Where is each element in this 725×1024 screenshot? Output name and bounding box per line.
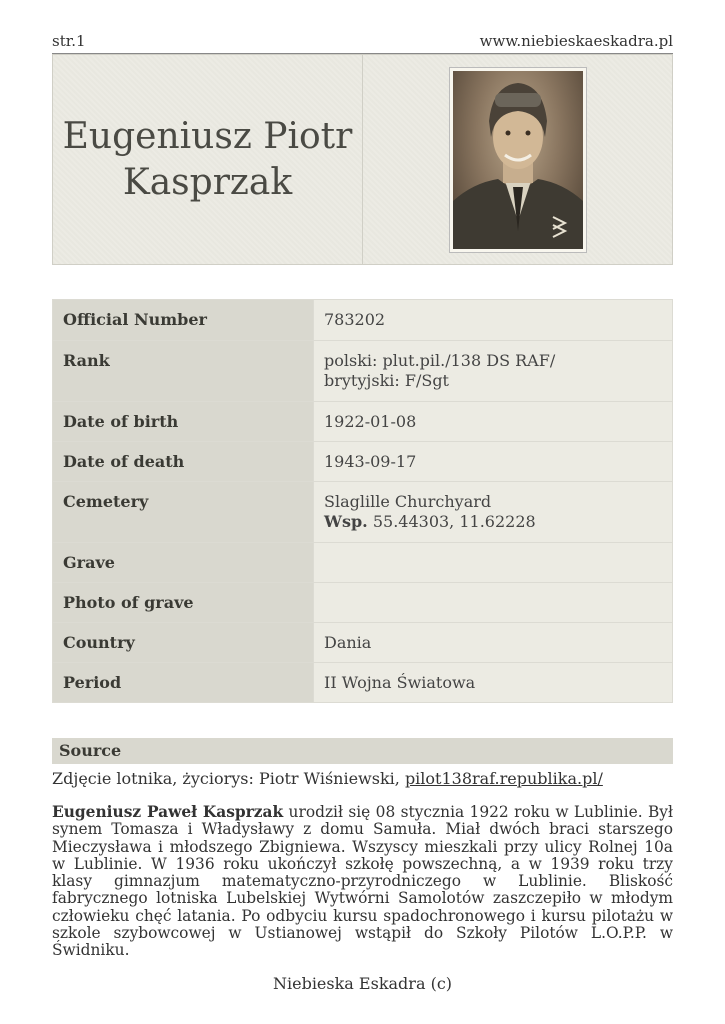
site-url: www.niebieskaeskadra.pl [479,32,673,50]
table-row [53,402,673,442]
name-cell [53,55,363,264]
table-row [53,442,673,482]
cemetery-name: Slaglille Churchyard [324,492,492,511]
bio-lead-name: Eugeniusz Paweł Kasprzak [52,803,284,821]
field-label: Grave [53,543,314,583]
field-label: Date of death [53,442,314,482]
field-label: Photo of grave [53,583,314,623]
field-value [314,482,673,543]
field-label: Period [53,663,314,703]
coordinates-label: Wsp. [324,512,368,531]
bio-text: urodził się 08 stycznia 1922 roku w Lublinie. Był synem Tomasza i Władysławy z domu Samuła. Miał dwóch braci starszego Mieczysława i młodszego Zbigniewa. Wszyscy mieszkali przy ulicy Rolnej 10a w Lublinie. W 1936 roku ukończył szkołę powszechną, a w 1939 roku trzy klasy gimnazjum matematyczno-przyrodniczego w Lublinie. Bliskość fabrycznego lotniska Lubelskiej Wytwórni Samolotów zaszczepiło w młodym człowieku chęć latania. Po odbyciu kursu spadochronowego i kursu pilotażu w szkole szybowcowej w Ustianowej wstąpił do Szkoły Pilotów L.O.P.P. w Świdniku. [52,803,673,960]
coordinates-value: 55.44303, 11.62228 [372,512,536,531]
table-row [53,583,673,623]
field-value: 1943-09-17 [314,442,673,482]
table-row [53,623,673,663]
service-record-table [52,299,673,703]
source-text: Zdjęcie lotnika, życiorys: Piotr Wiśniewski, [52,769,405,788]
table-row [53,663,673,703]
table-row [53,341,673,402]
field-value [314,341,673,402]
biography-paragraph [52,804,673,960]
table-row [53,543,673,583]
field-value: II Wojna Światowa [314,663,673,703]
field-value: 1922-01-08 [314,402,673,442]
page-footer: Niebieska Eskadra (c) [272,974,453,993]
person-name: Eugeniusz Piotr Kasprzak [62,115,353,203]
source-link[interactable]: pilot138raf.republika.pl/ [404,769,603,788]
source-line [52,769,673,788]
field-label: Rank [53,341,314,402]
profile-header [52,54,673,265]
page-header-bar [52,32,673,54]
field-label: Country [53,623,314,663]
field-value: Dania [314,623,673,663]
source-heading: Source [52,738,673,764]
table-row [53,300,673,341]
field-label: Date of birth [53,402,314,442]
table-row [53,482,673,543]
rank-british: brytyjski: F/Sgt [324,371,449,390]
field-label: Cemetery [53,482,314,543]
field-value [314,543,673,583]
field-value: 783202 [314,300,673,341]
rank-polish: polski: plut.pil./138 DS RAF/ [324,351,556,370]
page-number: str.1 [52,32,86,50]
portrait-illustration [453,71,583,249]
field-label: Official Number [53,300,314,341]
field-value [314,583,673,623]
pilot-portrait-photo [450,68,586,252]
photo-cell [363,55,672,264]
cemetery-coordinates [324,512,662,532]
